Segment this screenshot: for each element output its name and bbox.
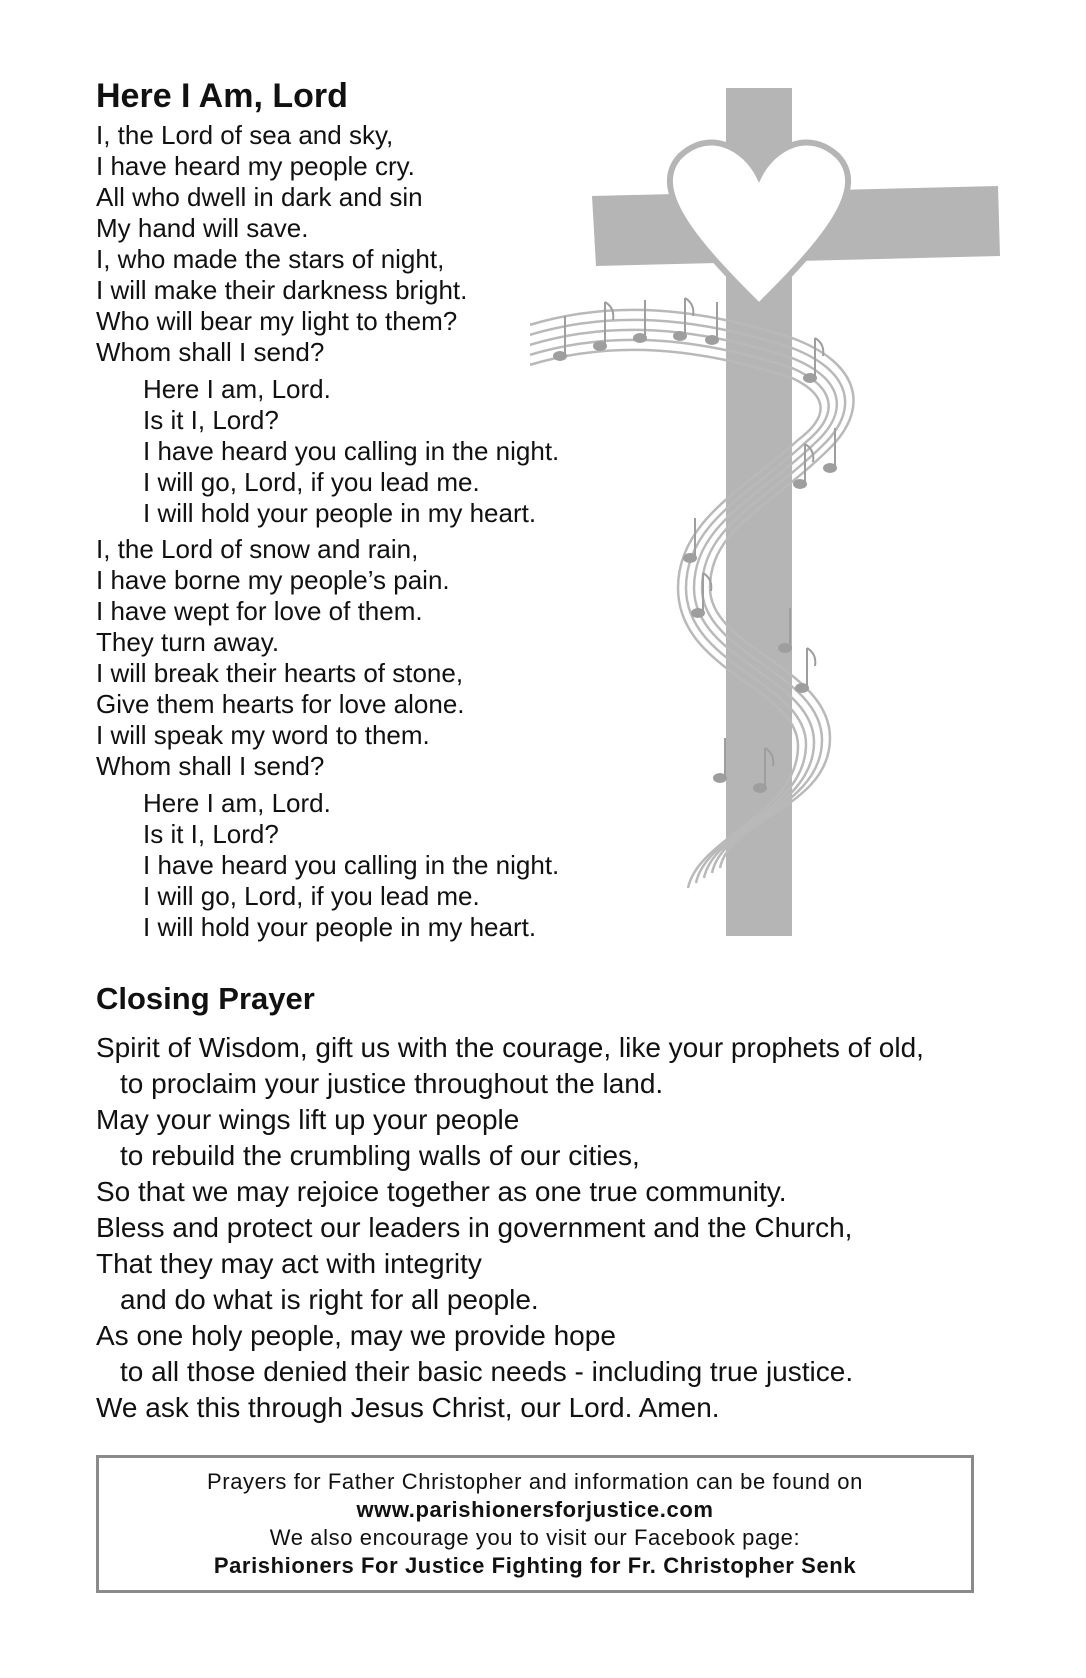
prayer-line: So that we may rejoice together as one true community.: [96, 1176, 787, 1207]
prayer-line: That they may act with integrity: [96, 1248, 482, 1279]
refrain-line: Is it I, Lord?: [143, 819, 279, 849]
refrain-line: I will hold your people in my heart.: [143, 498, 537, 528]
prayer-line: Spirit of Wisdom, gift us with the courage, like your prophets of old,: [96, 1032, 924, 1063]
prayer-line: to rebuild the crumbling walls of our cities,: [120, 1140, 640, 1171]
verse-line: I will make their darkness bright.: [96, 275, 468, 305]
hymn-verse-1: [96, 120, 467, 368]
facebook-page-name: Parishioners For Justice Fighting for Fr. Christopher Senk: [213, 1553, 857, 1578]
footer-line: Prayers for Father Christopher and information can be found on: [207, 1469, 863, 1494]
refrain-line: I will hold your people in my heart.: [143, 912, 537, 942]
verse-line: Whom shall I send?: [96, 337, 325, 367]
cross-heart-music-icon: [530, 88, 1010, 948]
prayer-line: Bless and protect our leaders in government and the Church,: [96, 1212, 853, 1243]
verse-line: I will speak my word to them.: [96, 720, 430, 750]
footer-line: We also encourage you to visit our Facebook page:: [269, 1525, 801, 1550]
verse-line: All who dwell in dark and sin: [96, 182, 423, 212]
prayer-line: May your wings lift up your people: [96, 1104, 520, 1135]
refrain-line: Here I am, Lord.: [143, 788, 331, 818]
refrain-line: I have heard you calling in the night.: [143, 436, 560, 466]
prayer-title: Closing Prayer: [96, 981, 315, 1016]
verse-line: I have borne my people’s pain.: [96, 565, 450, 595]
refrain-line: Is it I, Lord?: [143, 405, 279, 435]
prayer-line: As one holy people, may we provide hope: [96, 1320, 616, 1351]
refrain-line: I will go, Lord, if you lead me.: [143, 881, 480, 911]
prayer-body: [96, 1030, 924, 1426]
hymn-verse-2: [96, 534, 465, 782]
hymn-refrain-2: [143, 788, 559, 943]
footer-info-box: [96, 1455, 974, 1593]
verse-line: I, the Lord of snow and rain,: [96, 534, 419, 564]
prayer-line: We ask this through Jesus Christ, our Lord. Amen.: [96, 1392, 720, 1423]
verse-line: They turn away.: [96, 627, 280, 657]
verse-line: Whom shall I send?: [96, 751, 325, 781]
prayer-line: to all those denied their basic needs - including true justice.: [120, 1356, 854, 1387]
refrain-line: Here I am, Lord.: [143, 374, 331, 404]
refrain-line: I have heard you calling in the night.: [143, 850, 560, 880]
website-link[interactable]: www.parishionersforjustice.com: [356, 1497, 714, 1522]
verse-line: I have wept for love of them.: [96, 596, 423, 626]
verse-line: Who will bear my light to them?: [96, 306, 458, 336]
hymn-refrain-1: [143, 374, 559, 529]
verse-line: I, who made the stars of night,: [96, 244, 445, 274]
verse-line: Give them hearts for love alone.: [96, 689, 465, 719]
verse-line: My hand will save.: [96, 213, 309, 243]
prayer-line: to proclaim your justice throughout the land.: [120, 1068, 664, 1099]
prayer-line: and do what is right for all people.: [120, 1284, 539, 1315]
refrain-line: I will go, Lord, if you lead me.: [143, 467, 480, 497]
verse-line: I will break their hearts of stone,: [96, 658, 464, 688]
hymn-title: Here I Am, Lord: [96, 77, 348, 115]
verse-line: I have heard my people cry.: [96, 151, 415, 181]
verse-line: I, the Lord of sea and sky,: [96, 120, 394, 150]
